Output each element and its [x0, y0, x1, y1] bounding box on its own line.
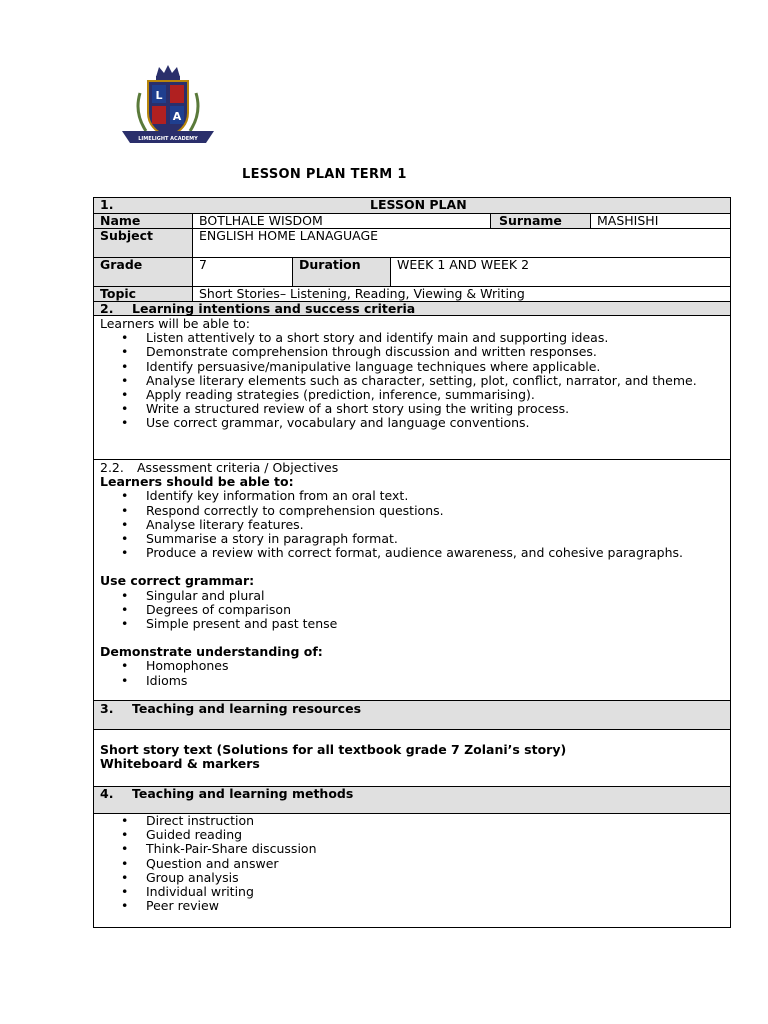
list-item: • Identify persuasive/manipulative language techniques where applicable.	[146, 360, 724, 374]
surname-label: Surname	[491, 214, 591, 228]
school-crest-logo	[118, 63, 218, 155]
section-title: Teaching and learning methods	[132, 786, 354, 801]
section-2-header	[94, 302, 730, 316]
methods-list	[100, 814, 724, 913]
svg-text:L: L	[155, 89, 163, 102]
understanding-list	[100, 659, 724, 687]
list-item: • Direct instruction	[146, 814, 724, 828]
list-item: • Guided reading	[146, 828, 724, 842]
list-item: • Singular and plural	[146, 589, 724, 603]
list-item: • Individual writing	[146, 885, 724, 899]
section-3-body	[94, 730, 730, 787]
list-item: • Listen attentively to a short story and identify main and supporting ideas.	[146, 331, 724, 345]
list-item: • Identify key information from an oral text.	[146, 489, 724, 503]
section-number: 4.	[100, 786, 114, 801]
crown-icon	[156, 65, 180, 80]
intro-text: Learners will be able to:	[100, 316, 250, 331]
list-item: • Think-Pair-Share discussion	[146, 842, 724, 856]
section-4-body	[94, 814, 730, 927]
list-item: • Write a structured review of a short story using the writing process.	[146, 402, 724, 416]
surname-value: MASHISHI	[597, 213, 659, 228]
lesson-plan-table	[93, 197, 731, 928]
subject-label: Subject	[94, 229, 193, 257]
list-item: • Analyse literary features.	[146, 518, 724, 532]
section-2-body	[94, 316, 730, 460]
grammar-heading: Use correct grammar:	[100, 573, 255, 589]
list-item: • Simple present and past tense	[146, 617, 724, 631]
topic-label: Topic	[94, 287, 193, 301]
list-item: • Idioms	[146, 674, 724, 688]
shield-icon	[148, 81, 188, 137]
banner-ribbon	[122, 131, 214, 143]
svg-text:A: A	[172, 110, 182, 123]
header-row	[94, 198, 730, 214]
list-item: • Question and answer	[146, 857, 724, 871]
name-row	[94, 214, 730, 229]
section-number: 2.	[100, 301, 114, 316]
list-item: • Degrees of comparison	[146, 603, 724, 617]
intentions-list	[100, 331, 724, 430]
list-item: • Apply reading strategies (prediction, inference, summarising).	[146, 388, 724, 402]
duration-label: Duration	[293, 258, 391, 286]
list-item: • Group analysis	[146, 871, 724, 885]
list-item: • Produce a review with correct format, audience awareness, and cohesive paragraphs.	[146, 546, 724, 560]
section-3-header	[94, 701, 730, 730]
section-title: Teaching and learning resources	[132, 701, 362, 716]
duration-value: WEEK 1 AND WEEK 2	[397, 257, 530, 272]
section-2-2-body	[94, 460, 730, 701]
grade-label: Grade	[94, 258, 193, 286]
learners-heading: Learners should be able to:	[100, 474, 294, 490]
list-item: • Use correct grammar, vocabulary and language conventions.	[146, 416, 724, 430]
table-heading: LESSON PLAN	[370, 197, 467, 212]
list-item: • Demonstrate comprehension through discussion and written responses.	[146, 345, 724, 359]
topic-row	[94, 287, 730, 302]
grade-row	[94, 258, 730, 287]
understanding-heading: Demonstrate understanding of:	[100, 644, 323, 660]
svg-text:LIMELIGHT ACADEMY: LIMELIGHT ACADEMY	[138, 136, 198, 142]
section-title: Assessment criteria / Objectives	[137, 460, 339, 475]
subject-row	[94, 229, 730, 258]
grammar-list	[100, 589, 724, 632]
resource-line: Whiteboard & markers	[100, 756, 260, 772]
list-item: • Analyse literary elements such as character, setting, plot, conflict, narrator, and theme.	[146, 374, 724, 388]
subject-value: ENGLISH HOME LANAGUAGE	[199, 228, 379, 243]
section-title: Learning intentions and success criteria	[132, 301, 416, 316]
name-value: BOTLHALE WISDOM	[193, 214, 491, 228]
list-item: • Peer review	[146, 899, 724, 913]
list-item: • Respond correctly to comprehension questions.	[146, 504, 724, 518]
grade-value: 7	[193, 258, 293, 286]
resource-line: Short story text (Solutions for all textbook grade 7 Zolani’s story)	[100, 742, 567, 757]
document-title: LESSON PLAN TERM 1	[242, 167, 407, 182]
topic-value: Short Stories– Listening, Reading, Viewing & Writing	[199, 286, 525, 301]
section-number: 3.	[100, 701, 114, 716]
section-number: 2.2.	[100, 460, 124, 475]
name-label: Name	[94, 214, 193, 228]
objectives-list	[100, 489, 724, 560]
section-4-header	[94, 787, 730, 814]
list-item: • Summarise a story in paragraph format.	[146, 532, 724, 546]
section-number: 1.	[100, 197, 114, 212]
list-item: • Homophones	[146, 659, 724, 673]
